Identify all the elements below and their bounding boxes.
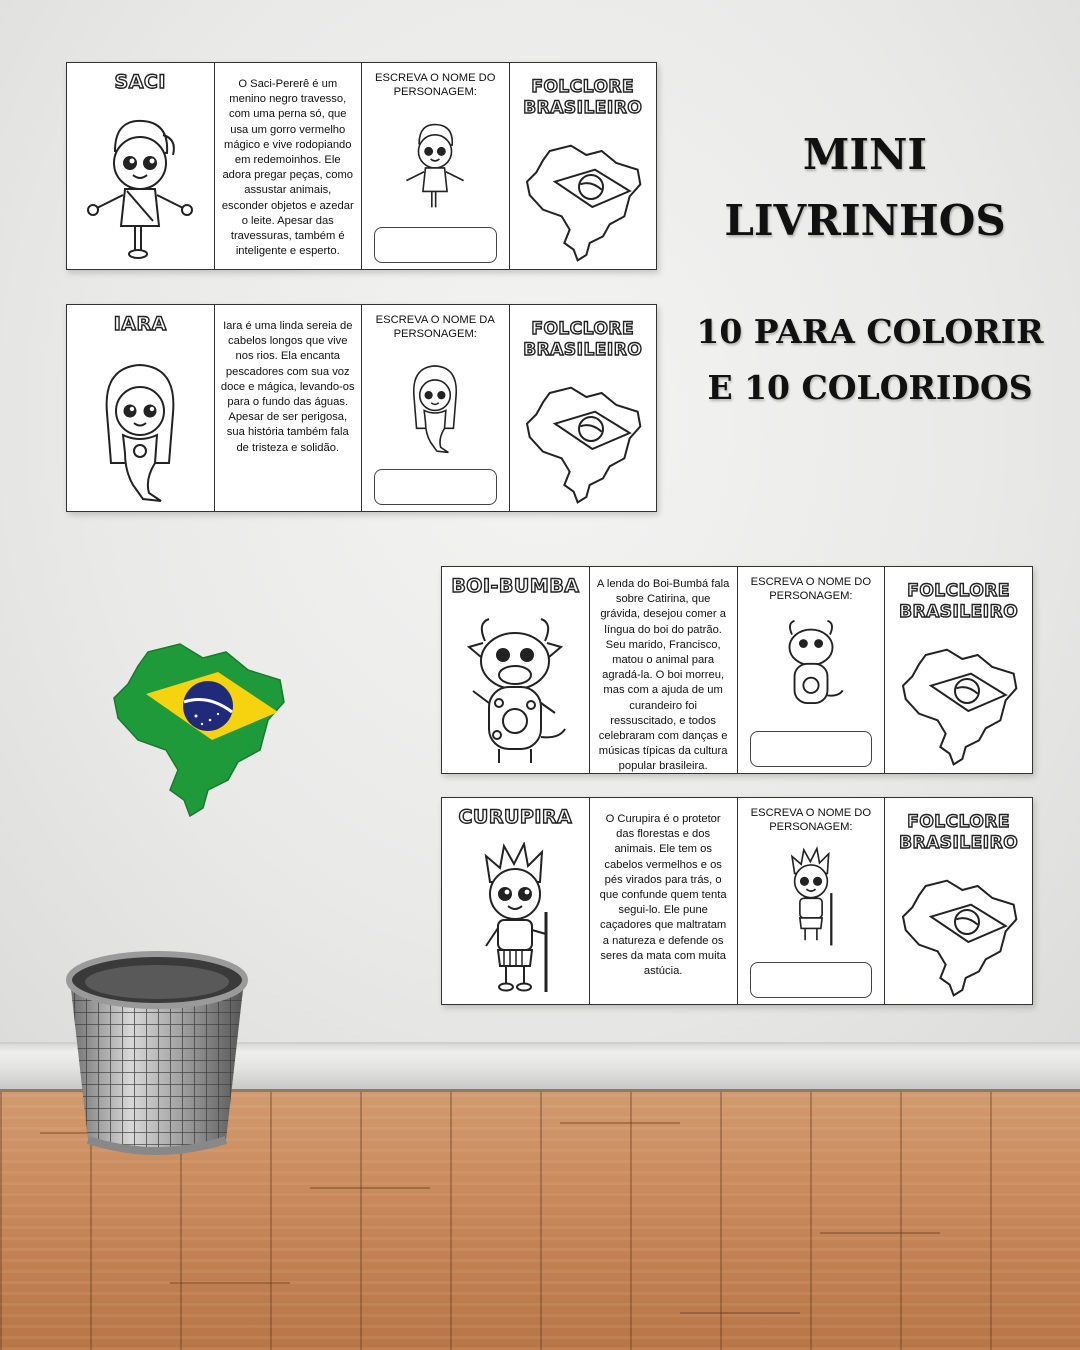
- cover-title: FOLCLORE BRASILEIRO: [523, 319, 643, 361]
- panel-character: [442, 798, 590, 1004]
- prompt-text: ESCREVA O NOME DO PERSONAGEM:: [750, 576, 872, 602]
- prompt-text: ESCREVA O NOME DO PERSONAGEM:: [375, 72, 496, 98]
- brazil-map-icon: [523, 143, 643, 263]
- panel-character: [67, 305, 215, 511]
- name-input-box[interactable]: [750, 962, 873, 998]
- mini-book-boi-bumba: [441, 566, 1033, 774]
- character-title: CURUPIRA: [458, 806, 573, 828]
- saci-character-icon: [85, 111, 195, 261]
- brazil-map-icon: [899, 647, 1019, 767]
- story-text: O Saci-Pererê é um menino negro travesso, com uma perna só, que usa um gorro vermelho mágico e vive rodopiando em redemoinhos. Ele adora pregar peças, como assustar animais, esconder objetos e azedar o leite. Apesar das travessuras, também é inteligente e esperto.: [221, 78, 354, 258]
- character-title: BOI-BUMBA: [451, 575, 580, 597]
- cover-title: FOLCLORE BRASILEIRO: [899, 581, 1019, 623]
- panel-story: [215, 305, 363, 511]
- name-input-box[interactable]: [374, 469, 497, 505]
- panel-name-prompt: [738, 567, 886, 773]
- prompt-text: ESCREVA O NOME DA PERSONAGEM:: [375, 314, 495, 340]
- panel-story: [215, 63, 363, 269]
- name-input-box[interactable]: [750, 731, 873, 767]
- story-text: Iara é uma linda sereia de cabelos longos que vive nos rios. Ela encanta pescadores com sua voz doce e mágica, levando-os para o fundo das águas. Apesar de ser perigosa, sua história também fala de tristeza e solidão.: [220, 320, 355, 454]
- brazil-flag-map-icon: [108, 640, 288, 820]
- mini-book-curupira: [441, 797, 1033, 1005]
- panel-character: [67, 63, 215, 269]
- boi-bumba-ox-icon: [455, 613, 575, 768]
- iara-small-mermaid-icon: [400, 351, 470, 461]
- headline-livrinhos: LIVRINHOS: [724, 196, 1006, 245]
- saci-small-character-icon: [400, 111, 470, 221]
- panel-story: [590, 798, 738, 1004]
- story-text: A lenda do Boi-Bumbá fala sobre Catirina, que grávida, desejou comer a língua do boi do patrão. Seu marido, Francisco, matou o animal para agradá-la. O boi morreu, mas com a ajuda de um curandeiro foi ressuscitado, e todos celebraram com danças e músicas típicas da cultura popular brasileira.: [596, 578, 730, 773]
- cover-title: FOLCLORE BRASILEIRO: [899, 812, 1019, 854]
- mini-book-saci: [66, 62, 657, 270]
- brazil-map-icon: [523, 385, 643, 505]
- brazil-map-icon: [899, 878, 1019, 998]
- panel-cover: [885, 567, 1032, 773]
- panel-cover: [510, 63, 657, 269]
- subheadline-coloridos: E 10 COLORIDOS: [707, 368, 1033, 407]
- story-text: O Curupira é o protetor das florestas e dos animais. Ele tem os cabelos vermelhos e os pés virados para trás, o que confunde quem tenta segui-lo. Ele pune caçadores que maltratam a natureza e defende os seres da mata com muita astúcia.: [599, 813, 727, 978]
- prompt-text: ESCREVA O NOME DO PERSONAGEM:: [750, 807, 872, 833]
- panel-name-prompt: [362, 63, 510, 269]
- panel-cover: [510, 305, 657, 511]
- subheadline-colorir: 10 PARA COLORIR: [696, 312, 1044, 351]
- panel-cover: [885, 798, 1032, 1004]
- curupira-character-icon: [460, 842, 570, 997]
- character-title: SACI: [114, 71, 166, 93]
- headline-mini: MINI: [802, 130, 928, 179]
- character-title: IARA: [113, 313, 167, 335]
- trash-bin-icon: [62, 940, 252, 1160]
- panel-name-prompt: [738, 798, 886, 1004]
- panel-character: [442, 567, 590, 773]
- boi-bumba-small-ox-icon: [773, 613, 849, 719]
- mini-book-iara: [66, 304, 657, 512]
- iara-mermaid-icon: [85, 353, 195, 503]
- cover-title: FOLCLORE BRASILEIRO: [523, 77, 643, 119]
- panel-story: [590, 567, 738, 773]
- panel-name-prompt: [362, 305, 510, 511]
- name-input-box[interactable]: [374, 227, 497, 263]
- curupira-small-character-icon: [775, 842, 847, 954]
